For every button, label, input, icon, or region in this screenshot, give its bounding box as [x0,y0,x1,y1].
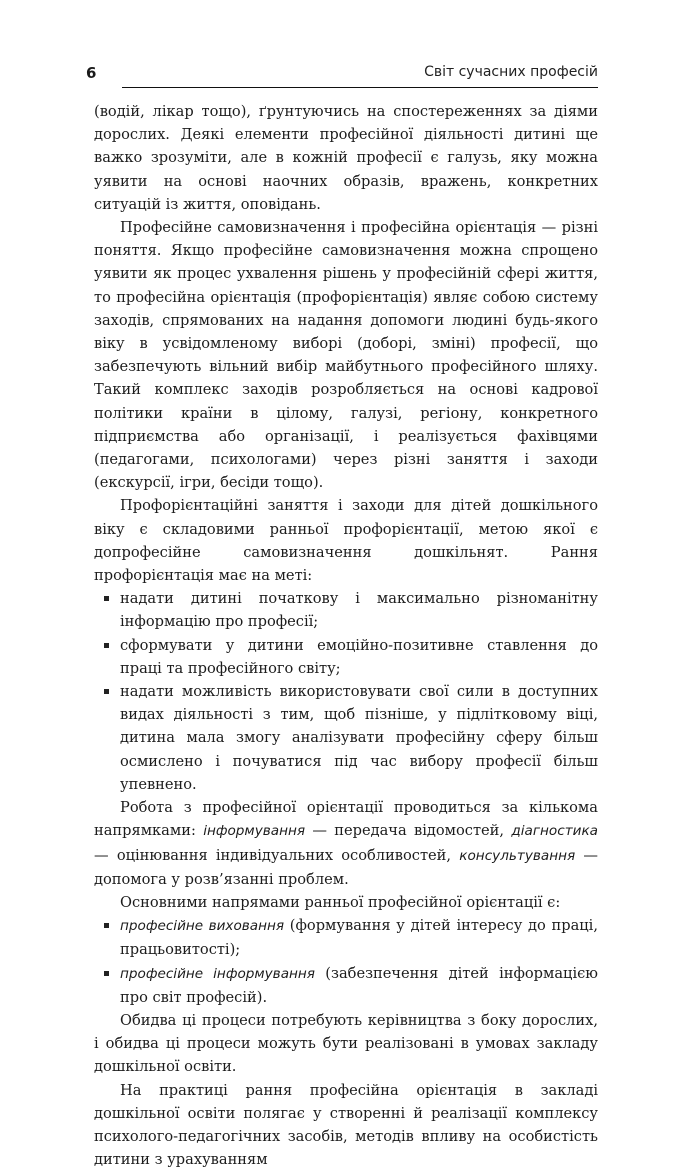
text-run: — передача відомостей, [305,822,512,840]
square-bullet-icon [104,971,109,976]
paragraph-early-orientation: Профорієнтаційні заняття і заходи для дітей дошкільного віку є складовими ранньої профорієнтації, метою якої є допрофесійне самовизначення дошкільнят. Рання профорієнтація має на меті: [94,497,598,585]
list-item [94,914,598,961]
paragraph-practice: На практиці рання професійна орієнтація в закладі дошкільної освіти полягає у створенні й реалізації комплексу психолого-педагогічних засобів, методів впливу на особистість дитини з урахуванням [94,1081,598,1169]
list-item-text: сформувати у дитини емоційно-позитивне ставлення до праці та професійного світу; [120,636,598,677]
body-text [94,100,598,1171]
paragraph-work-directions [94,796,598,891]
italic-term: професійне інформування [120,965,315,982]
text-run: — допомога у розв’язанні проблем. [94,846,599,888]
square-bullet-icon [104,596,109,601]
list-item [94,962,598,1009]
italic-term: консультування [459,847,576,864]
paragraph-main-directions: Основними напрямами ранньої професійної орієнтації є: [120,893,561,911]
italic-term: діагностика [511,823,598,840]
paragraph-continuation: (водій, лікар тощо), ґрунтуючись на спостереженнях за діями дорослих. Деякі елементи професійної діяльності дитині ще важко зрозуміти, але в кожній професії є галузь, яку можна уявити на основі наочних образів, вражень, конкретних ситуацій із життя, оповідань. [94,103,598,213]
header-rule [122,87,598,88]
paragraph-guidance: Обидва ці процеси потребують керівництва з боку дорослих, і обидва ці процеси можуть бути реалізовані в умовах закладу дошкільної освіти. [94,1011,598,1076]
list-item [94,587,598,633]
paragraph-definitions: Професійне самовизначення і професійна орієнтація — різні поняття. Якщо професійне самовизначення можна спрощено уявити як процес ухвалення рішень у професійній сфері життя, то професійна орієнтація (профорієнтація) являє собою систему заходів, спрямованих на надання допомоги людині будь-якого віку в усвідомленому виборі (доборі, зміні) професії, що забезпечують вільний вибір майбутнього професійного шляху. Такий комплекс заходів розробляється на основі кадрової політики країни в цілому, галузі, регіону, конкретного підприємства або організації, і реалізується фахівцями (педагогами, психологами) через різні заняття і заходи (екскурсії, ігри, бесіди тощо). [94,219,598,492]
directions-list [94,914,598,1009]
list-item [94,680,598,796]
list-item-text: (забезпечення дітей інформацією про світ професій). [120,964,598,1006]
square-bullet-icon [104,689,109,694]
list-item [94,634,598,680]
text-run: — оцінювання індивідуальних особливостей, [94,846,460,864]
running-title: Світ сучасних професій [424,64,598,80]
italic-term: інформування [203,823,306,840]
text-run: Робота з професійної орієнтації проводиться за кількома напрямками: [94,799,598,840]
list-item-text: (формування у дітей інтересу до праці, працьовитості); [120,917,598,959]
list-item-text: надати дитині початкову і максимально різноманітну інформацію про професії; [120,590,598,631]
italic-term: професійне виховання [120,918,285,935]
running-head [86,64,598,90]
list-item-text: надати можливість використовувати свої сили в доступних видах діяльності з тим, щоб пізніше, у підлітковому віці, дитина мала змогу аналізувати професійну сферу більш осмислено і почуватися під час вибору професії більш упевнено. [120,683,598,793]
square-bullet-icon [104,643,109,648]
square-bullet-icon [104,923,109,928]
goals-list [94,587,598,796]
page-number: 6 [86,64,97,82]
